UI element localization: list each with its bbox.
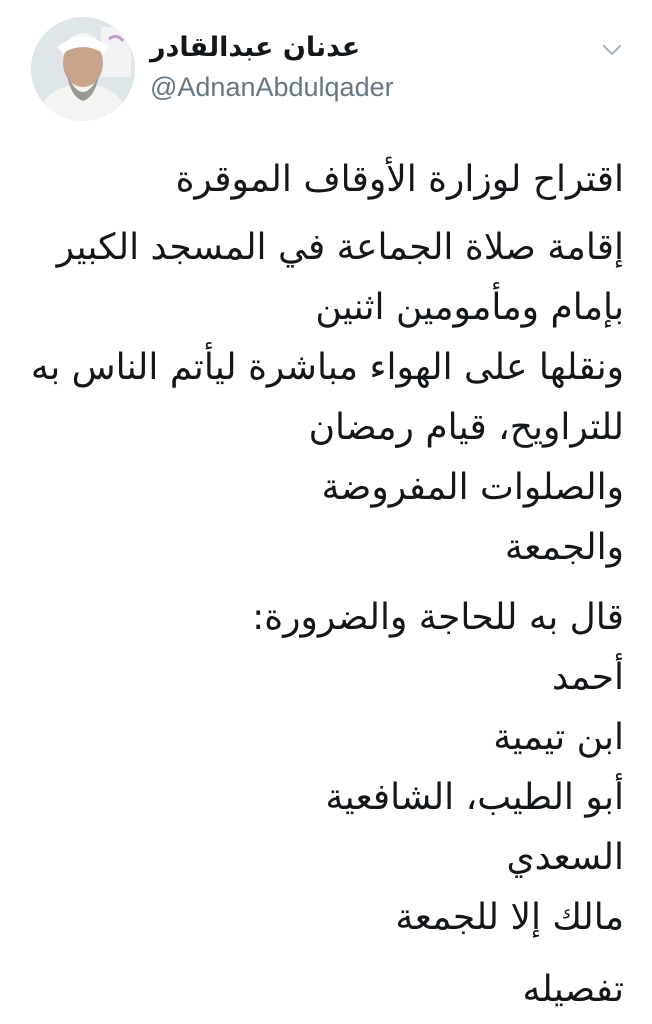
tweet-line: تفصيله — [522, 969, 624, 1010]
tweet-line: بإمام ومأمومين اثنين — [315, 287, 624, 328]
tweet-paragraph — [24, 960, 624, 1020]
tweet-line: أحمد — [552, 657, 624, 698]
profile-photo — [31, 17, 135, 121]
tweet-line: للتراويح، قيام رمضان — [308, 407, 624, 448]
tweet-line: مالك إلا للجمعة — [395, 897, 624, 938]
tweet-line: السعدي — [506, 837, 624, 878]
tweet-line: والجمعة — [504, 527, 624, 568]
tweet-line: اقتراح لوزارة الأوقاف الموقرة — [175, 159, 624, 200]
tweet-line: ابن تيمية — [493, 717, 624, 758]
tweet-line: ونقلها على الهواء مباشرة ليأتم الناس به — [30, 347, 624, 388]
avatar[interactable] — [31, 17, 135, 121]
tweet-paragraph — [24, 150, 624, 210]
tweet-line: إقامة صلاة الجماعة في المسجد الكبير — [56, 227, 624, 268]
tweet-paragraph — [24, 588, 624, 948]
tweet-line: قال به للحاجة والضرورة: — [252, 597, 624, 638]
tweet-header — [0, 0, 652, 130]
tweet-text — [24, 150, 624, 1020]
author-display-name[interactable]: عدنان عبدالقادر — [150, 32, 361, 63]
author-handle[interactable]: @AdnanAbdulqader — [150, 72, 394, 102]
tweet-paragraph — [24, 218, 624, 578]
tweet-line: أبو الطيب، الشافعية — [325, 777, 624, 818]
chevron-down-icon[interactable] — [600, 40, 624, 60]
tweet-line: والصلوات المفروضة — [321, 467, 624, 508]
